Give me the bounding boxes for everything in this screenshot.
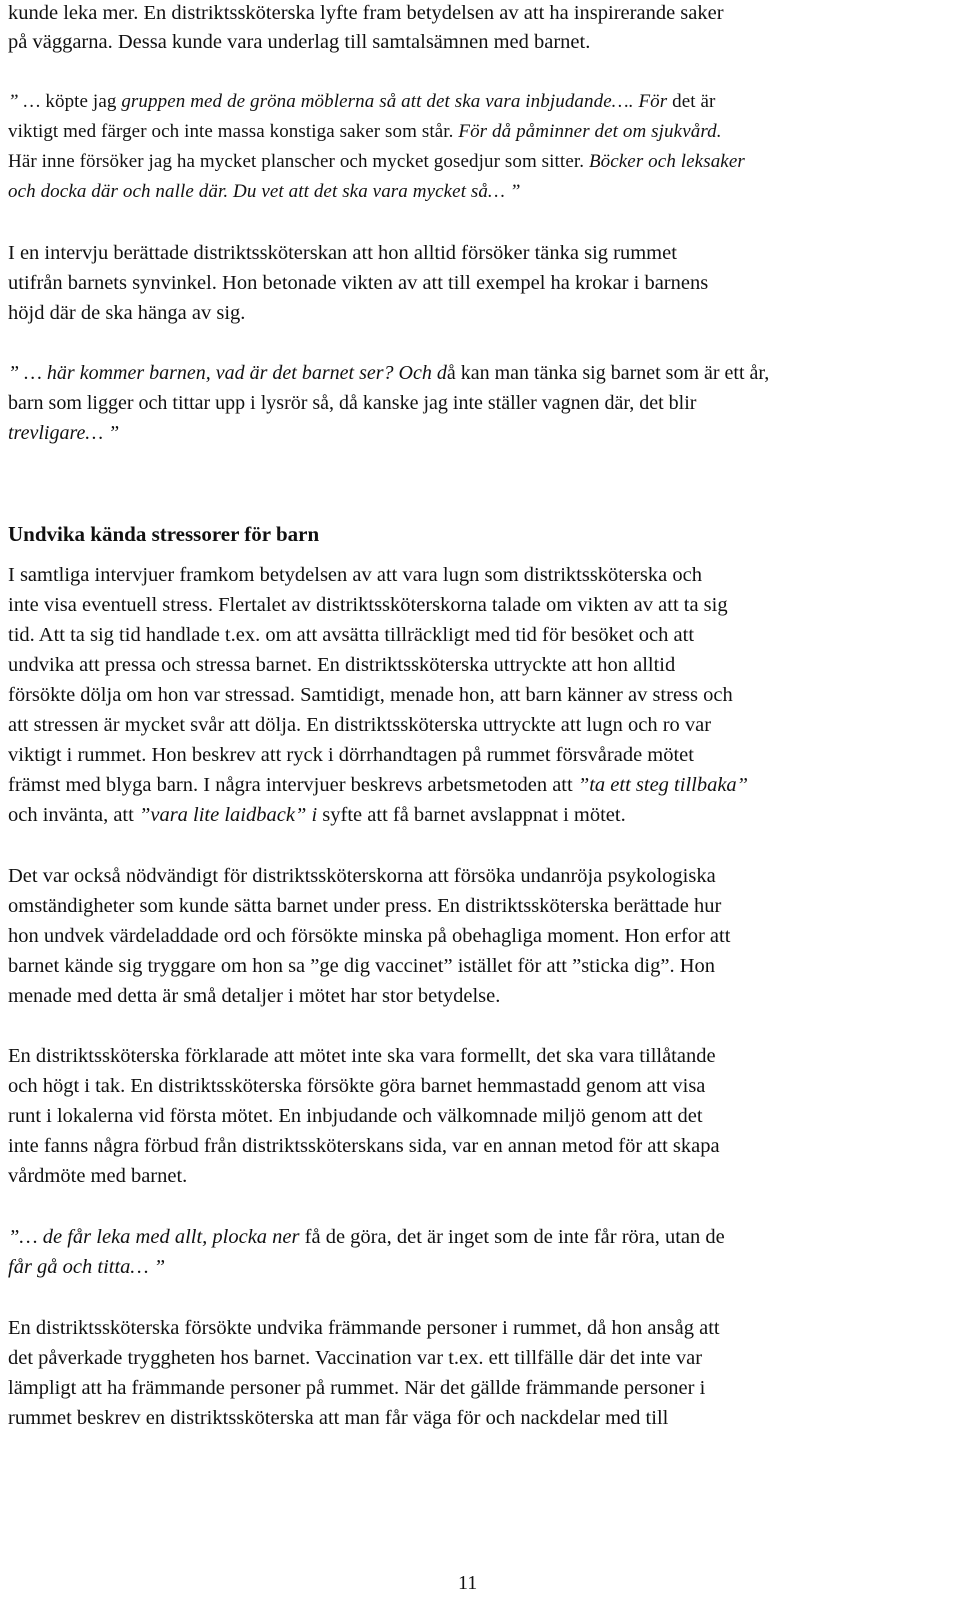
text-segment: barnet kände sig tryggare om hon sa ”ge dig vaccinet” istället för att ”sticka dig”. Hon [8,955,715,977]
text-line [8,981,500,1011]
text-line [8,620,694,650]
text-segment: inte fanns några förbud från distriktssköterskans sida, var en annan metod för att skapa [8,1135,720,1157]
text-line [8,238,677,268]
text-line [8,1373,705,1403]
text-segment: lämpligt att ha främmande personer på rummet. När det gällde främmande personer i [8,1377,706,1399]
text-line [8,590,728,620]
text-segment: I samtliga intervjuer framkom betydelsen av att vara lugn som distriktssköterska och [8,564,702,586]
section-heading [8,519,319,549]
text-line [8,710,711,740]
text-segment: utifrån barnets synvinkel. Hon betonade vikten av att till exempel ha krokar i barnens [8,272,709,294]
quote-line [8,117,722,147]
text-line [8,560,702,590]
italic-text-segment: ”vara lite laidback” i [138,804,318,826]
text-segment: inte visa eventuell stress. Flertalet av distriktssköterskorna talade om vikten av att ta sig [8,594,728,616]
text-line [8,800,626,830]
text-line [8,1071,705,1101]
text-line [8,740,694,770]
text-segment: få de göra, det är inget som de inte får röra, utan de [299,1226,725,1248]
text-line [8,921,730,951]
text-segment: det påverkade tryggheten hos barnet. Vaccination var t.ex. ett tillfälle där det inte var [8,1347,703,1369]
text-line [8,680,733,710]
text-line [8,298,245,328]
text-line [8,27,590,57]
text-segment: undvika att pressa och stressa barnet. En distriktssköterska uttryckte att hon alltid [8,654,676,676]
text-segment: En distriktssköterska försökte undvika främmande personer i rummet, då hon ansåg att [8,1317,720,1339]
text-line [8,1161,187,1191]
italic-text-segment: ”… de får leka med allt, plocka ner [8,1226,300,1248]
quote-line [8,87,715,117]
text-segment: och invänta, att [8,804,139,826]
italic-text-segment: trevligare… ” [8,422,120,444]
text-segment: vårdmöte med barnet. [8,1165,188,1187]
text-line [8,0,724,28]
quote-line [8,177,521,207]
text-segment: Här inne försöker jag ha mycket planscher och mycket gosedjur som sitter. [8,151,589,172]
italic-text-segment: ” … här kommer barnen, vad är det barnet ser? Och d [8,362,447,384]
text-line [8,891,721,921]
text-segment: Undvika kända stressorer för barn [8,522,320,546]
text-segment: främst med blyga barn. I några intervjuer beskrevs arbetsmetoden att [8,774,578,796]
quote-line [8,1222,725,1252]
quote-line [8,358,769,388]
text-segment: En distriktssköterska förklarade att mötet inte ska vara formellt, det ska vara tillåtande [8,1045,716,1067]
text-segment: och högt i tak. En distriktssköterska försökte göra barnet hemmastadd genom att visa [8,1075,706,1097]
text-line [8,650,675,680]
italic-text-segment: får gå och titta… ” [8,1256,166,1278]
text-line [8,1403,668,1433]
text-segment: köpte jag [45,91,122,112]
text-line [8,1101,703,1131]
italic-text-segment: och docka där och nalle där. Du vet att det ska vara mycket så… ” [8,181,521,202]
text-segment: Det var också nödvändigt för distriktssköterskorna att försöka undanröja psykologiska [8,865,716,887]
text-segment: det är [667,91,716,112]
text-segment: höjd där de ska hänga av sig. [8,302,246,324]
text-line [8,1041,716,1071]
text-line [8,268,708,298]
text-line [8,1343,702,1373]
italic-text-segment: ” … [8,91,46,112]
text-segment: syfte att få barnet avslappnat i mötet. [317,804,626,826]
text-segment: menade med detta är små detaljer i mötet har stor betydelse. [8,985,501,1007]
quote-line [8,147,745,177]
text-segment: kunde leka mer. En distriktssköterska lyfte fram betydelsen av att ha inspirerande saker [8,2,724,24]
text-segment: att stressen är mycket svår att dölja. En distriktssköterska uttryckte att lugn och ro var [8,714,712,736]
quote-line [8,1252,165,1282]
text-segment: rummet beskrev en distriktssköterska att man får väga för och nackdelar med till [8,1407,669,1429]
text-line [8,1313,720,1343]
text-segment: runt i lokalerna vid första mötet. En inbjudande och välkomnade miljö genom att det [8,1105,703,1127]
italic-text-segment: Böcker och leksaker [588,151,745,172]
text-segment: omständigheter som kunde sätta barnet under press. En distriktssköterska berättade hur [8,895,722,917]
text-line [8,951,715,981]
italic-text-segment: För då påminner det om sjukvård. [458,121,722,142]
text-segment: viktigt med färger och inte massa konstiga saker som står. [8,121,459,142]
text-segment: försökte dölja om hon var stressad. Samtidigt, menade hon, att barn känner av stress och [8,684,733,706]
quote-line [8,388,696,418]
text-segment: tid. Att ta sig tid handlade t.ex. om att avsätta tillräckligt med tid för besöket och att [8,624,695,646]
text-segment: hon undvek värdeladdade ord och försökte minska på obehagliga moment. Hon erfor att [8,925,731,947]
text-segment: I en intervju berättade distriktssköterskan att hon alltid försöker tänka sig rummet [8,242,677,264]
italic-text-segment: ”ta ett steg tillbaka” [577,774,749,796]
page-number: 11 [458,1572,478,1594]
text-line [8,861,716,891]
text-segment: å kan man tänka sig barnet som är ett år, [446,362,770,384]
text-segment: viktigt i rummet. Hon beskrev att ryck i dörrhandtagen på rummet försvårade mötet [8,744,694,766]
italic-text-segment: gruppen med de gröna möblerna så att det ska vara inbjudande…. För [121,91,668,112]
text-line [8,770,748,800]
text-line [8,1131,720,1161]
quote-line [8,418,119,448]
text-segment: barn som ligger och tittar upp i lysrör så, då kanske jag inte ställer vagnen där, det blir [8,392,697,414]
text-segment: på väggarna. Dessa kunde vara underlag till samtalsämnen med barnet. [8,31,591,53]
